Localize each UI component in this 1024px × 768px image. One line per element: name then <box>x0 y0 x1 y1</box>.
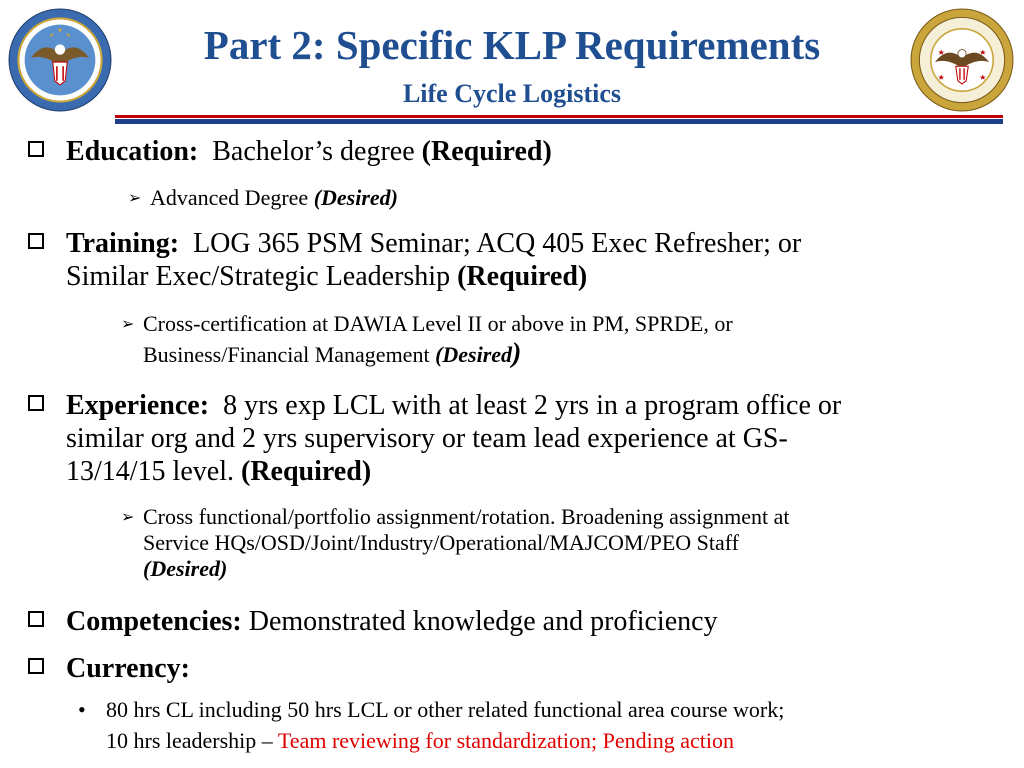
education-label: Education: <box>66 136 199 167</box>
arrow-bullet-icon: ➢ <box>121 314 135 333</box>
training-text-line2: Similar Exec/Strategic Leadership <box>66 261 451 292</box>
experience-sub-desired: (Desired) <box>143 556 228 581</box>
competencies-item <box>66 605 718 638</box>
currency-item <box>66 652 190 685</box>
education-required: Required <box>430 136 543 167</box>
competencies-text: Demonstrated knowledge and proficiency <box>248 606 718 637</box>
header-divider-blue <box>115 119 1003 124</box>
training-sub-line2: Business/Financial Management <box>143 342 430 367</box>
checkbox-bullet-icon <box>28 395 44 411</box>
experience-required: Required <box>250 456 362 487</box>
slide-title: Part 2: Specific KLP Requirements <box>203 22 821 68</box>
experience-sub-line1: Cross functional/portfolio assignment/rotation. Broadening assignment at <box>143 504 790 529</box>
competencies-label: Competencies: <box>66 606 242 637</box>
experience-sub-line2: Service HQs/OSD/Joint/Industry/Operational/MAJCOM/PEO Staff <box>143 530 740 555</box>
currency-line2-text: 10 hrs leadership – <box>106 728 273 753</box>
currency-line1: 80 hrs CL including 50 hrs LCL or other related functional area course work; <box>106 697 785 722</box>
header-divider-red <box>115 115 1003 118</box>
education-sub-text: Advanced Degree <box>150 185 309 210</box>
experience-sub-item <box>121 504 790 582</box>
experience-label: Experience: <box>66 390 210 421</box>
education-item: Education: Bachelor’s degree (Required) <box>66 135 552 168</box>
currency-label: Currency: <box>66 653 190 684</box>
training-text-line1: LOG 365 PSM Seminar; ACQ 405 Exec Refresher; or <box>193 228 802 259</box>
department-of-defense-seal-icon <box>8 8 112 112</box>
education-sub-item <box>128 184 399 212</box>
education-text: Bachelor’s degree <box>212 136 415 167</box>
experience-item: Experience: 8 yrs exp LCL with at least 2 yrs in a program office or similar org and 2 yrs supervisory or team lead experience at GS- 13/14/15 level. (Required) <box>66 389 841 488</box>
currency-sub-item <box>78 694 785 756</box>
training-required: Required <box>466 261 578 292</box>
experience-text-line3: 13/14/15 level. <box>66 456 234 487</box>
assistant-secretary-of-defense-seal-icon <box>910 8 1014 112</box>
training-sub-line1: Cross-certification at DAWIA Level II or above in PM, SPRDE, or <box>143 311 733 336</box>
slide-subtitle: Life Cycle Logistics <box>402 79 622 108</box>
checkbox-bullet-icon <box>28 658 44 674</box>
training-sub-desired: Desired <box>442 342 513 367</box>
checkbox-bullet-icon <box>28 611 44 627</box>
arrow-bullet-icon: ➢ <box>128 188 142 207</box>
experience-text-line1: 8 yrs exp LCL with at least 2 yrs in a program office or <box>223 390 842 421</box>
training-label: Training: <box>66 228 180 259</box>
checkbox-bullet-icon <box>28 233 44 249</box>
currency-bullet: • <box>78 697 86 722</box>
arrow-bullet-icon: ➢ <box>121 507 135 526</box>
education-sub-desired: (Desired) <box>313 185 399 210</box>
currency-pending-note: Team reviewing for standardization; Pending action <box>277 728 734 753</box>
training-item: Training: LOG 365 PSM Seminar; ACQ 405 Exec Refresher; or Similar Exec/Strategic Leadership (Required) <box>66 227 801 293</box>
training-sub-item: ➢ Cross-certification at DAWIA Level II or above in PM, SPRDE, or Business/Financial Management (Desired) <box>121 311 733 369</box>
checkbox-bullet-icon <box>28 141 44 157</box>
experience-text-line2: similar org and 2 yrs supervisory or team lead experience at GS- <box>66 423 788 454</box>
